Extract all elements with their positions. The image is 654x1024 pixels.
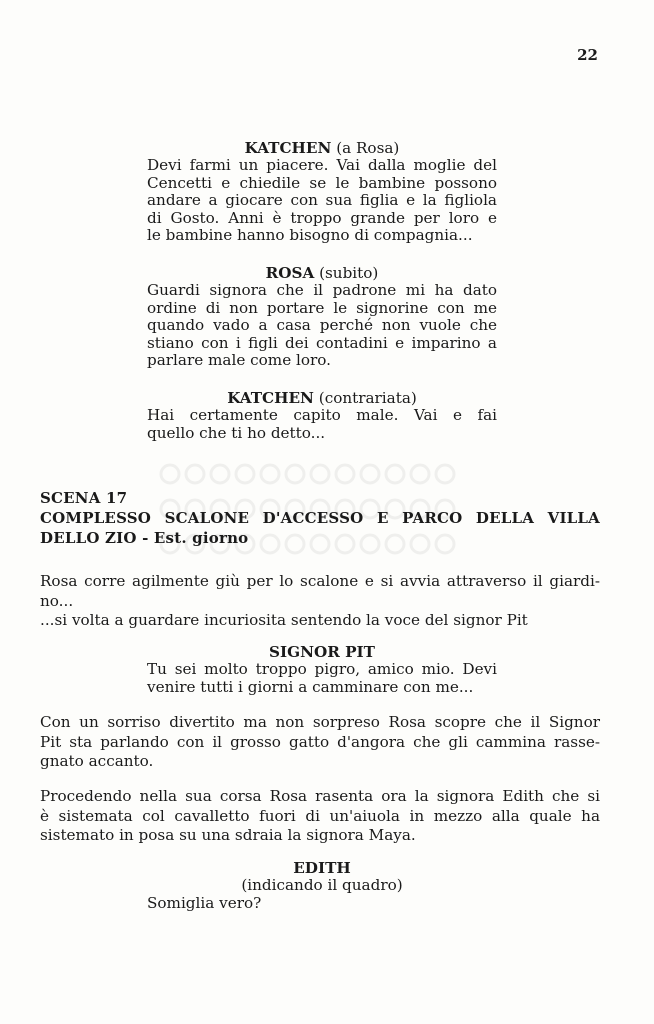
dialogue-text <box>147 661 497 696</box>
character-name: KATCHEN <box>227 389 314 407</box>
parenthetical-line <box>147 877 497 894</box>
dialogue-line: stiano con i figli dei contadini e imparino a <box>147 333 497 352</box>
scene-place: DELLO ZIO <box>40 529 137 547</box>
scene-number: SCENA 17 <box>40 489 128 507</box>
character-name: KATCHEN <box>244 139 332 157</box>
character-name: ROSA <box>265 264 315 282</box>
dialogue-text <box>147 407 497 442</box>
dialogue-line: Somiglia vero? <box>147 893 262 912</box>
dialogue-line: ordine di non portare le signorine con me <box>147 298 497 317</box>
dialogue-line: andare a giocare con sua figlia e la figliola <box>147 191 497 210</box>
action-line: ...si volta a guardare incuriosita sentendo la voce del signor Pit <box>40 611 528 629</box>
dialogue-line: venire tutti i giorni a camminare con me... <box>147 677 474 696</box>
action-paragraph-2 <box>40 713 600 772</box>
action-line: Rosa corre agilmente giù per lo scalone e si avvia attraverso il giardi- <box>40 572 600 590</box>
character-name: EDITH <box>293 859 351 877</box>
dialogue-edith <box>147 860 497 912</box>
action-line: no... <box>40 591 74 610</box>
action-line: Procedendo nella sua corsa Rosa rasenta ora la signora Edith che si <box>40 787 600 805</box>
speaker-line <box>147 390 497 407</box>
dialogue-line: Tu sei molto troppo pigro, amico mio. Devi <box>147 660 497 679</box>
dialogue-line: Devi farmi un piacere. Vai dalla moglie del <box>147 156 497 175</box>
action-paragraph-3 <box>40 787 600 846</box>
speaker-line <box>147 644 497 661</box>
action-line: Con un sorriso divertito ma non sorpreso Rosa scopre che il Signor <box>40 713 600 731</box>
action-line: sistemato in posa su una sdraia la signora Maya. <box>40 826 416 844</box>
dialogue-text <box>147 157 497 244</box>
dialogue-line: Cencetti e chiedile se le bambine possono <box>147 173 497 192</box>
scene-location: COMPLESSO SCALONE D'ACCESSO E PARCO DELLA VILLA <box>40 509 600 527</box>
dialogue-text <box>147 282 497 369</box>
dialogue-text <box>147 895 497 912</box>
dialogue-line: di Gosto. Anni è troppo grande per loro e <box>147 208 497 227</box>
page-number: 22 <box>577 46 598 64</box>
dialogue-line: Guardi signora che il padrone mi ha dato <box>147 281 497 300</box>
parenthetical: (contrariata) <box>318 389 417 407</box>
parenthetical: (indicando il quadro) <box>241 876 403 895</box>
scene-time: - Est. giorno <box>136 529 249 547</box>
character-name: SIGNOR PIT <box>269 643 375 661</box>
parenthetical: (subito) <box>319 264 379 282</box>
dialogue-line: parlare male come loro. <box>147 351 331 370</box>
dialogue-katchen-2 <box>147 390 497 442</box>
dialogue-line: quando vado a casa perché non vuole che <box>147 316 497 335</box>
dialogue-line: le bambine hanno bisogno di compagnia... <box>147 226 473 245</box>
speaker-line <box>147 265 497 282</box>
dialogue-line: Hai certamente capito male. Vai e fai <box>147 406 497 425</box>
speaker-line <box>147 140 497 157</box>
scene-location-continued <box>40 528 600 548</box>
action-line: Pit sta parlando con il grosso gatto d'angora che gli cammina rasse- <box>40 732 600 751</box>
action-line: è sistemata col cavalletto fuori di un'aiuola in mezzo alla quale ha <box>40 806 600 825</box>
dialogue-line: quello che ti ho detto... <box>147 423 326 442</box>
parenthetical: (a Rosa) <box>336 139 400 157</box>
action-line: gnato accanto. <box>40 752 154 770</box>
scene-heading <box>40 488 600 548</box>
dialogue-rosa <box>147 265 497 369</box>
dialogue-signor-pit <box>147 644 497 696</box>
speaker-line <box>147 860 497 877</box>
dialogue-katchen-1 <box>147 140 497 244</box>
action-paragraph-1 <box>40 572 600 631</box>
